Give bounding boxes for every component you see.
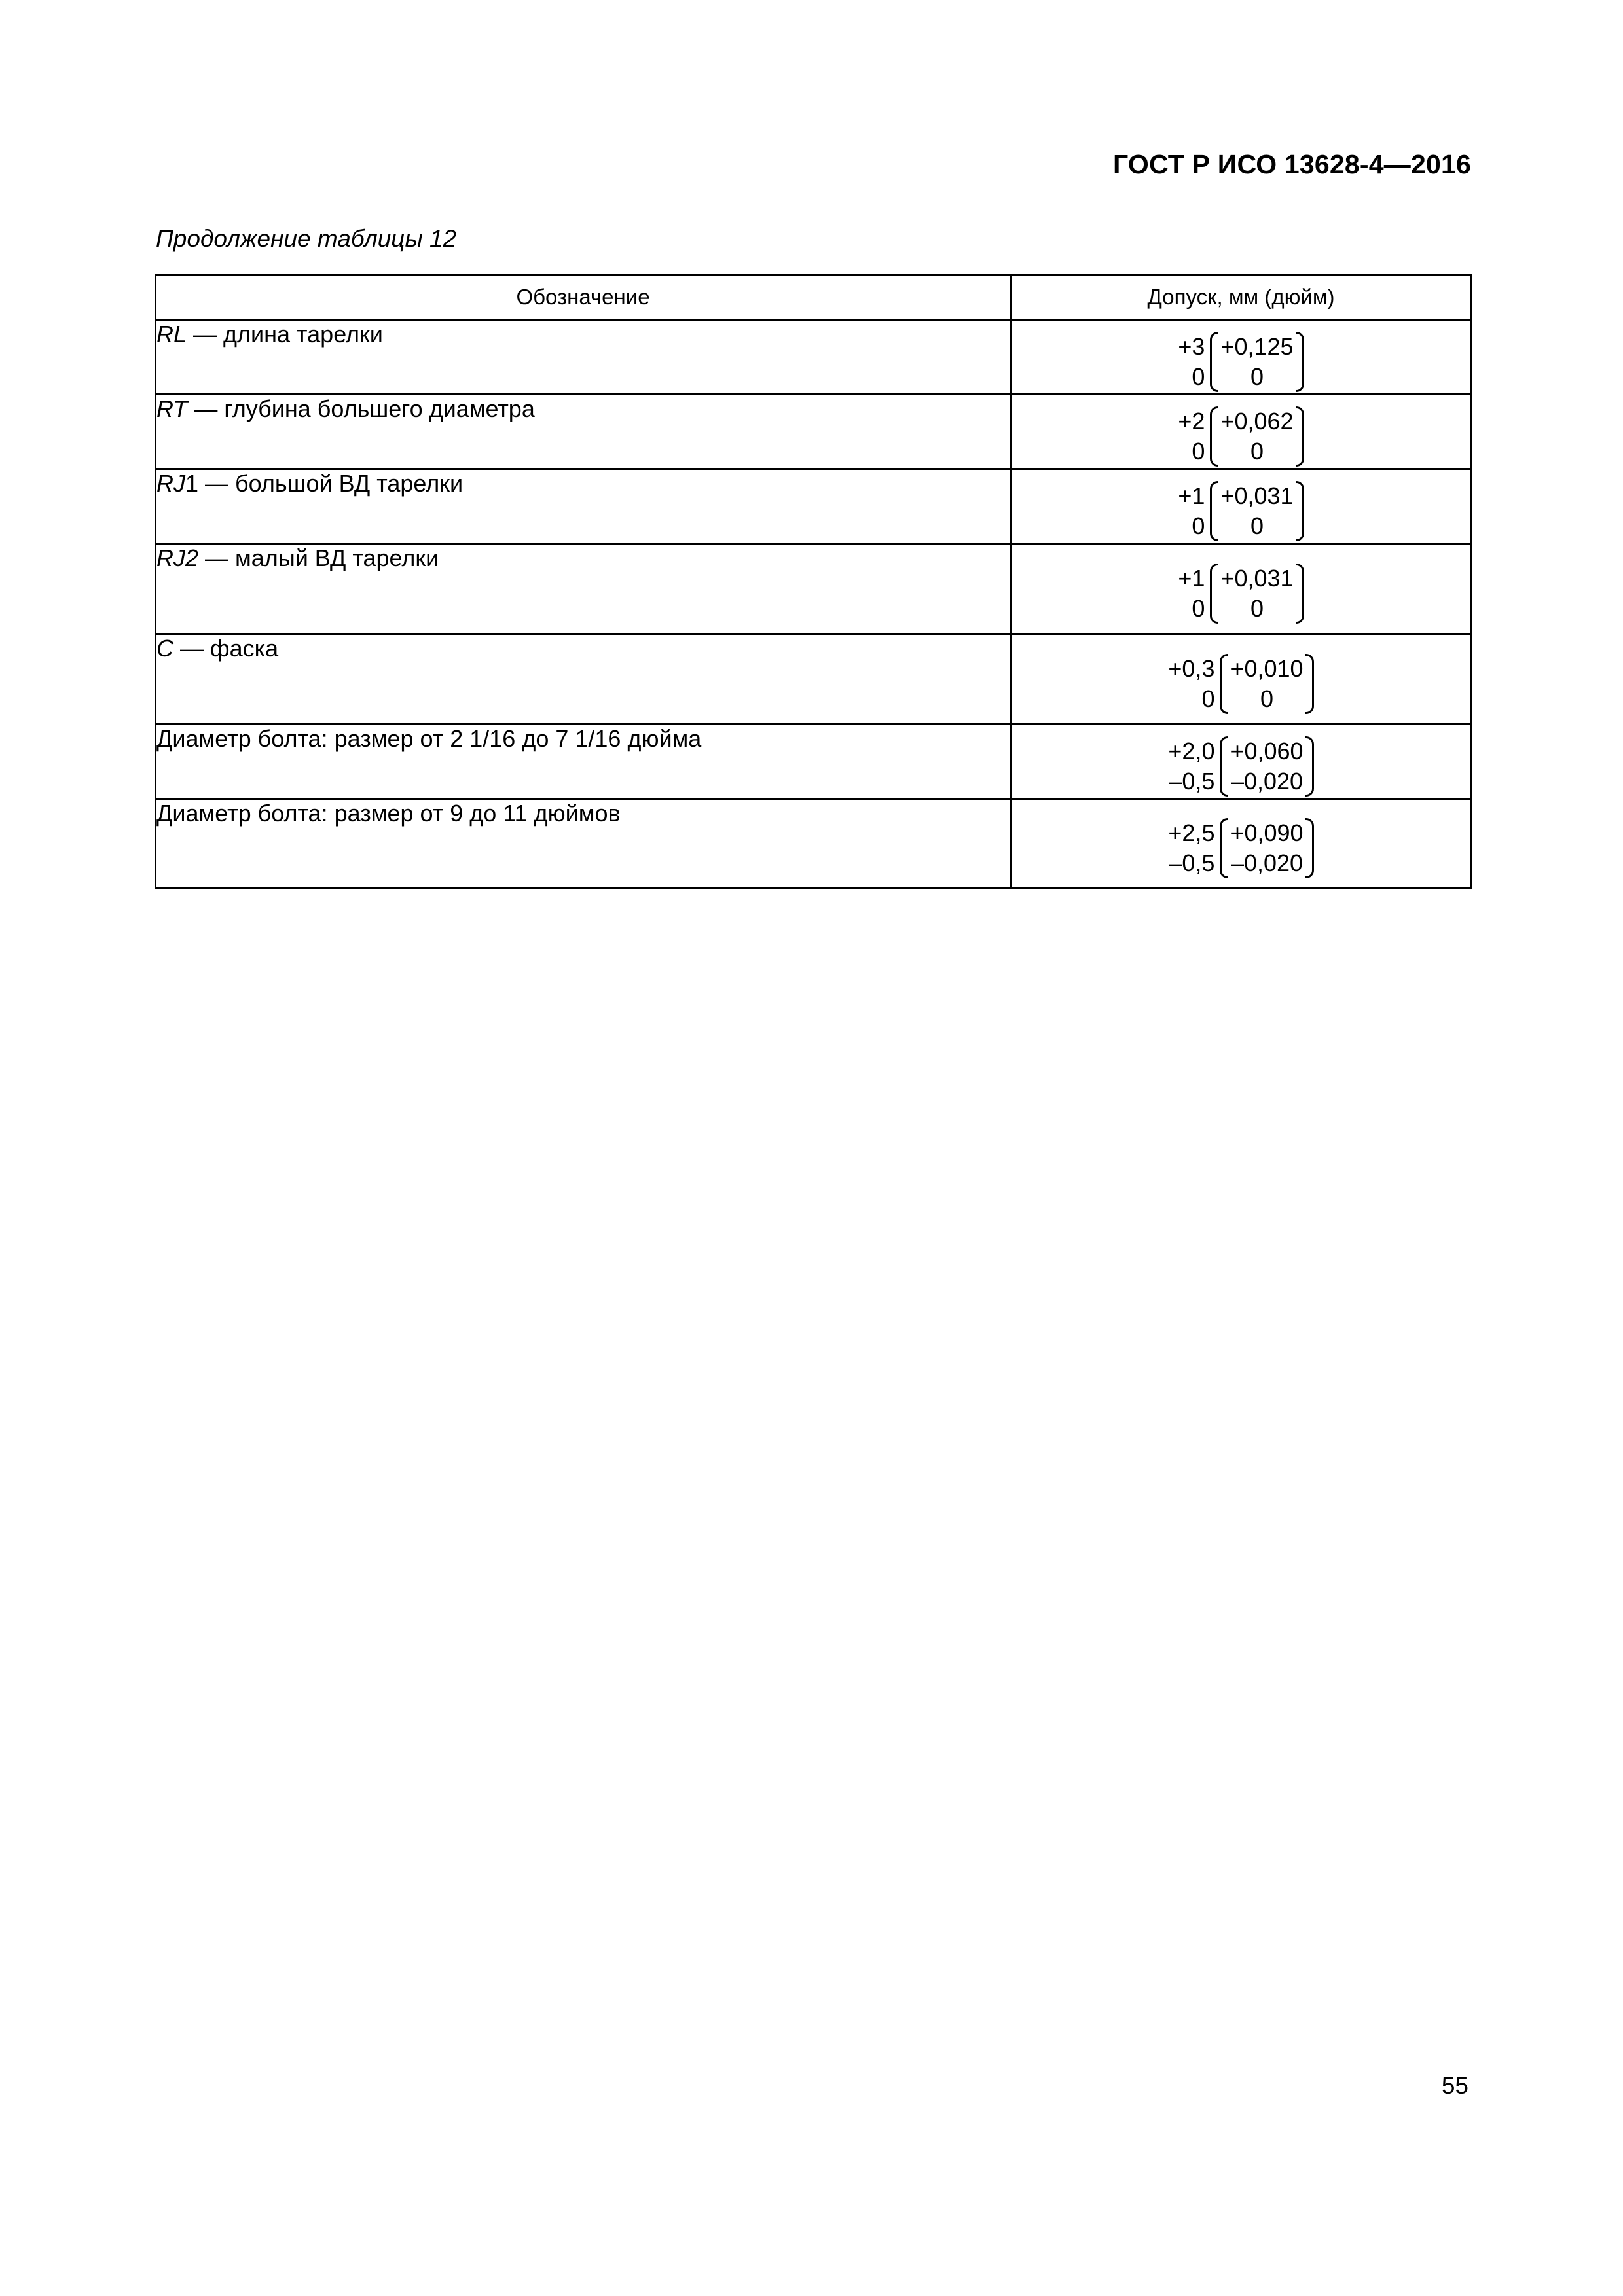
mm-upper: +0,3 <box>1168 655 1215 682</box>
inch-upper: +0,090 <box>1230 819 1304 846</box>
designation-cell <box>156 469 1011 544</box>
designation-cell <box>156 544 1011 634</box>
tolerance-cell <box>1011 469 1472 544</box>
mm-lower: –0,5 <box>1169 767 1215 795</box>
table-row <box>156 320 1472 395</box>
inch-tolerance <box>1210 406 1304 467</box>
table-row <box>156 469 1472 544</box>
tolerance-cell <box>1011 725 1472 799</box>
inch-tolerance <box>1210 564 1304 624</box>
left-paren <box>1210 406 1218 467</box>
inch-upper: +0,060 <box>1230 737 1304 764</box>
tolerance-value <box>1168 727 1313 797</box>
mm-upper: +2 <box>1178 407 1205 435</box>
right-paren <box>1305 654 1314 714</box>
inch-tolerance <box>1220 654 1313 714</box>
table-row <box>156 634 1472 725</box>
inch-tolerance <box>1220 736 1313 797</box>
right-paren <box>1296 564 1304 624</box>
tolerance-value <box>1178 554 1304 624</box>
table-header-row <box>156 275 1472 320</box>
left-paren <box>1210 332 1218 392</box>
description: Диаметр болта: размер от 2 1/16 до 7 1/16 дюйма <box>156 725 702 752</box>
tolerance-cell <box>1011 320 1472 395</box>
designation-cell <box>156 725 1011 799</box>
inch-lower: –0,020 <box>1230 767 1304 795</box>
inch-lower: 0 <box>1260 685 1274 712</box>
mm-upper: +2,0 <box>1168 737 1215 764</box>
table-caption: Продолжение таблицы 12 <box>156 225 457 252</box>
tolerance-cell <box>1011 395 1472 469</box>
tolerance-cell <box>1011 634 1472 725</box>
mm-upper: +2,5 <box>1168 819 1215 846</box>
inch-lower: 0 <box>1250 363 1264 390</box>
right-paren <box>1296 481 1304 541</box>
tolerance-value <box>1168 645 1313 714</box>
right-paren <box>1296 332 1304 392</box>
mm-lower: 0 <box>1192 437 1205 465</box>
inch-lower: –0,020 <box>1230 849 1304 876</box>
mm-tolerance <box>1178 406 1205 467</box>
column-header-designation: Обозначение <box>156 275 1011 320</box>
description: 1 — большой ВД тарелки <box>185 470 464 497</box>
description: — глубина большего диаметра <box>187 395 535 422</box>
designation-cell <box>156 320 1011 395</box>
inch-upper: +0,010 <box>1230 655 1304 682</box>
left-paren <box>1220 818 1228 878</box>
symbol: RT <box>156 395 188 422</box>
inch-upper: +0,125 <box>1220 332 1294 360</box>
tolerance-value <box>1178 397 1304 467</box>
inch-upper: +0,031 <box>1220 564 1294 592</box>
description: — фаска <box>173 635 279 662</box>
inch-lower: 0 <box>1250 437 1264 465</box>
mm-tolerance <box>1178 332 1205 392</box>
description: Диаметр болта: размер от 9 до 11 дюймов <box>156 800 621 827</box>
inch-lower: 0 <box>1250 594 1264 622</box>
mm-tolerance <box>1168 736 1214 797</box>
mm-upper: +1 <box>1178 564 1205 592</box>
designation-cell <box>156 799 1011 888</box>
tolerance-value <box>1168 809 1313 878</box>
tolerance-cell <box>1011 544 1472 634</box>
left-paren <box>1210 564 1218 624</box>
left-paren <box>1220 736 1228 797</box>
inch-tolerance <box>1210 481 1304 541</box>
tolerance-cell <box>1011 799 1472 888</box>
left-paren <box>1210 481 1218 541</box>
symbol: RL <box>156 321 187 348</box>
inch-upper: +0,031 <box>1220 482 1294 509</box>
column-header-tolerance: Допуск, мм (дюйм) <box>1011 275 1472 320</box>
mm-lower: 0 <box>1201 685 1215 712</box>
symbol: C <box>156 635 173 662</box>
right-paren <box>1296 406 1304 467</box>
mm-lower: 0 <box>1192 594 1205 622</box>
page-number: 55 <box>1441 2072 1468 2099</box>
mm-tolerance <box>1168 654 1214 714</box>
mm-tolerance <box>1178 481 1205 541</box>
table-row <box>156 799 1472 888</box>
description: — малый ВД тарелки <box>198 545 439 571</box>
inch-upper: +0,062 <box>1220 407 1294 435</box>
tolerance-table <box>155 274 1472 889</box>
tolerance-value <box>1178 472 1304 541</box>
mm-lower: 0 <box>1192 363 1205 390</box>
inch-lower: 0 <box>1250 512 1264 539</box>
table-row <box>156 395 1472 469</box>
right-paren <box>1305 818 1314 878</box>
designation-cell <box>156 395 1011 469</box>
standard-header: ГОСТ Р ИСО 13628-4—2016 <box>1113 149 1471 179</box>
tolerance-value <box>1178 323 1304 392</box>
table-row <box>156 544 1472 634</box>
symbol: RJ2 <box>156 545 199 571</box>
inch-tolerance <box>1220 818 1313 878</box>
right-paren <box>1305 736 1314 797</box>
left-paren <box>1220 654 1228 714</box>
mm-upper: +1 <box>1178 482 1205 509</box>
inch-tolerance <box>1210 332 1304 392</box>
mm-upper: +3 <box>1178 332 1205 360</box>
mm-tolerance <box>1178 564 1205 624</box>
mm-lower: –0,5 <box>1169 849 1215 876</box>
mm-lower: 0 <box>1192 512 1205 539</box>
table-row <box>156 725 1472 799</box>
mm-tolerance <box>1168 818 1214 878</box>
description: — длина тарелки <box>187 321 383 348</box>
symbol: RJ <box>156 470 185 497</box>
designation-cell <box>156 634 1011 725</box>
